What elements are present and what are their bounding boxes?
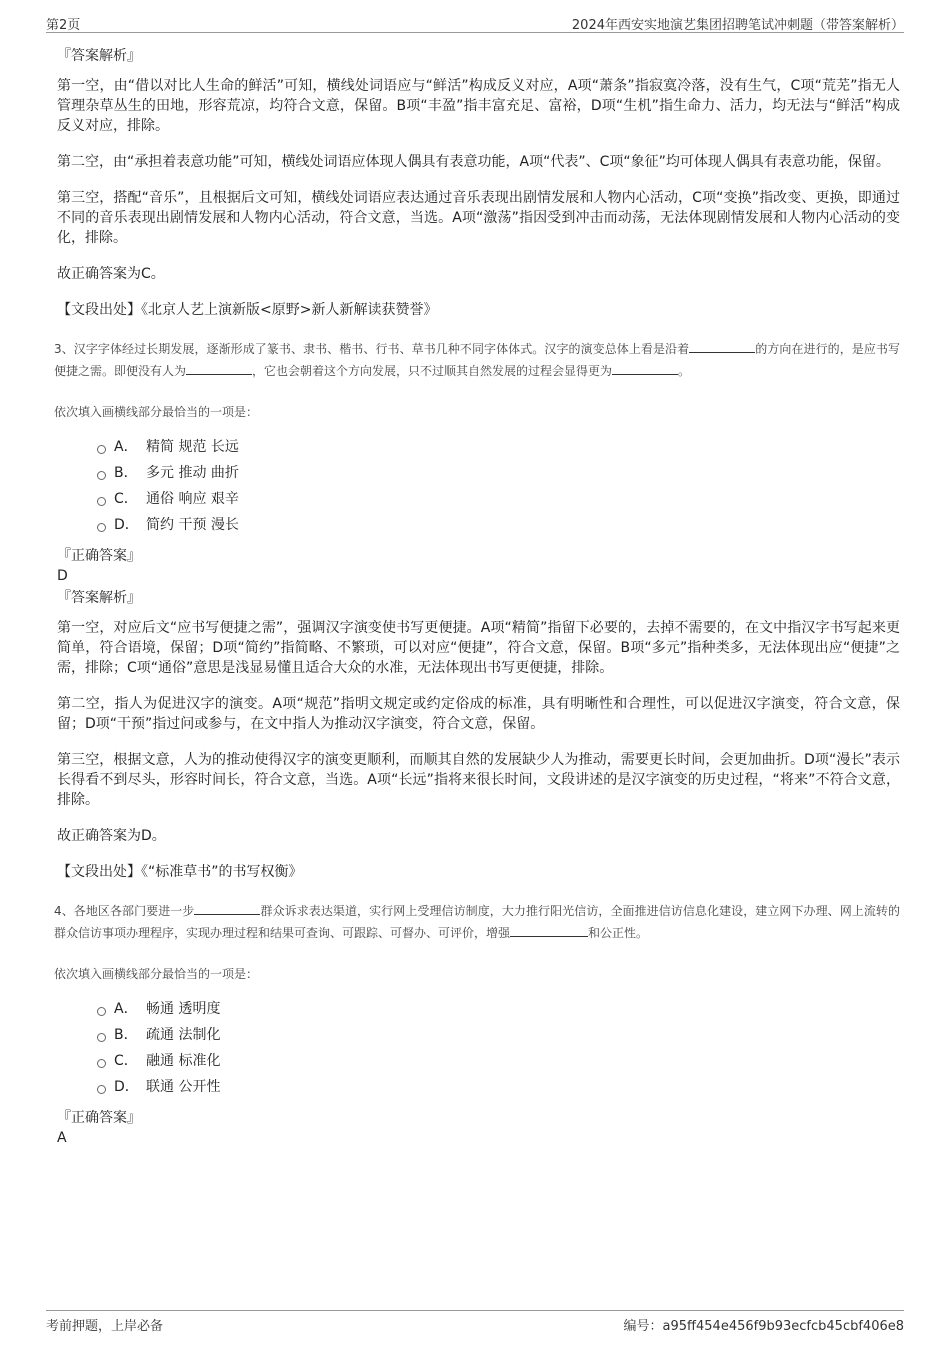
document-id: 编号：a95ff454e456f9b93ecfcb45cbf406e8 <box>623 1319 904 1334</box>
option-letter: A． <box>114 439 138 455</box>
q3-analysis-label: 『答案解析』 <box>57 590 141 606</box>
q4-stem-text: 群众诉求表达渠道，实行网上受理信访制度，大力推行阳光信访，全面推进信访信息化建设，建立网下办理、网上流转的群众信访事项办理程序，实现办理过程和结果可查询、可跟踪、可督办、可评价，增强 <box>54 904 900 940</box>
q4-answer-label: 『正确答案』 <box>57 1110 141 1126</box>
q4-blank-2 <box>510 922 588 937</box>
q4-stem-text: 4、各地区各部门要进一步 <box>54 904 195 918</box>
q3-stem <box>54 338 900 382</box>
q4-prompt: 依次填入画横线部分最恰当的一项是： <box>54 967 259 981</box>
radio-icon[interactable] <box>97 471 106 480</box>
radio-icon[interactable] <box>97 1033 106 1042</box>
q4-option-b[interactable] <box>97 1022 900 1048</box>
q4-answer: A <box>57 1130 67 1146</box>
q3-option-d[interactable] <box>97 512 900 538</box>
page-header <box>46 12 904 33</box>
q3-answer: D <box>57 568 68 584</box>
radio-icon[interactable] <box>97 1007 106 1016</box>
option-text: 简约 干预 漫长 <box>146 517 239 533</box>
option-letter: D． <box>114 517 139 533</box>
option-letter: B． <box>114 465 138 481</box>
radio-icon[interactable] <box>97 1059 106 1068</box>
q4-stem-text: 和公正性。 <box>588 926 649 940</box>
q3-analysis-para: 第一空，对应后文“应书写便捷之需”，强调汉字演变使书写更便捷。A项“精简”指留下必要的，去掉不需要的，在文中指汉字书写起来更简单，符合语境，保留；D项“简约”指简略、不繁琐，可以对应“便捷”，符合文意，保留。B项“多元”指种类多，无法体现出应“便捷”之需，排除；C项“通俗”意思是浅显易懂且适合大众的水准，无法体现出书写更便捷，排除。 <box>57 620 900 676</box>
page-number: 第2页 <box>46 18 81 33</box>
q3-stem-text: 。 <box>678 364 691 378</box>
option-letter: C． <box>114 491 138 507</box>
page-content <box>54 40 900 1148</box>
q4-options <box>97 996 900 1100</box>
option-text: 联通 公开性 <box>146 1079 221 1095</box>
q4-option-a[interactable] <box>97 996 900 1022</box>
option-text: 畅通 透明度 <box>146 1001 221 1017</box>
q2-analysis-para: 第一空，由“借以对比人生命的鲜活”可知，横线处词语应与“鲜活”构成反义对应，A项“萧条”指寂寞冷落，没有生气，C项“荒芜”指无人管理杂草丛生的田地，形容荒凉，均符合文意，保留。B项“丰盈”指丰富充足、富裕，D项“生机”指生命力、活力，均无法与“鲜活”构成反义对应，排除。 <box>57 78 900 134</box>
option-text: 精简 规范 长远 <box>146 439 239 455</box>
option-letter: D． <box>114 1079 139 1095</box>
option-text: 通俗 响应 艰辛 <box>146 491 239 507</box>
option-text: 疏通 法制化 <box>146 1027 221 1043</box>
option-letter: A． <box>114 1001 138 1017</box>
q2-analysis-conclusion: 故正确答案为C。 <box>57 266 165 282</box>
q3-blank-2 <box>186 360 252 375</box>
q4-option-d[interactable] <box>97 1074 900 1100</box>
q4-option-c[interactable] <box>97 1048 900 1074</box>
q2-analysis-para: 第三空，搭配“音乐”，且根据后文可知，横线处词语应表达通过音乐表现出剧情发展和人物内心活动，C项“变换”指改变、更换，即通过不同的音乐表现出剧情发展和人物内心活动，符合文意，当选。A项“激荡”指因受到冲击而动荡，无法体现剧情发展和人物内心活动的变化，排除。 <box>57 190 900 246</box>
q2-source: 【文段出处】《北京人艺上演新版<原野>新人新解读获赞誉》 <box>57 302 438 318</box>
option-text: 多元 推动 曲折 <box>146 465 239 481</box>
q3-answer-label: 『正确答案』 <box>57 548 141 564</box>
radio-icon[interactable] <box>97 1085 106 1094</box>
q3-stem-text: ，它也会朝着这个方向发展，只不过顺其自然发展的过程会显得更为 <box>252 364 613 378</box>
q3-stem-text: 3、汉字字体经过长期发展，逐渐形成了篆书、隶书、楷书、行书、草书几种不同字体体式。汉字的演变总体上看是沿着 <box>54 342 690 356</box>
q2-analysis-para: 第二空，由“承担着表意功能”可知，横线处词语应体现人偶具有表意功能，A项“代表”、C项“象征”均可体现人偶具有表意功能，保留。 <box>57 154 890 170</box>
q4-stem <box>54 900 900 944</box>
radio-icon[interactable] <box>97 523 106 532</box>
option-letter: B． <box>114 1027 138 1043</box>
radio-icon[interactable] <box>97 445 106 454</box>
option-letter: C． <box>114 1053 138 1069</box>
radio-icon[interactable] <box>97 497 106 506</box>
q4-blank-1 <box>194 900 260 915</box>
q3-source: 【文段出处】《“标准草书”的书写权衡》 <box>57 864 303 880</box>
q3-analysis-para: 第二空，指人为促进汉字的演变。A项“规范”指明文规定或约定俗成的标准，具有明晰性和合理性，可以促进汉字演变，符合文意，保留；D项“干预”指过问或参与，在文中指人为推动汉字演变，符合文意，保留。 <box>57 696 900 732</box>
option-text: 融通 标准化 <box>146 1053 221 1069</box>
q3-prompt: 依次填入画横线部分最恰当的一项是： <box>54 405 259 419</box>
q3-blank-1 <box>689 338 755 353</box>
q3-analysis-conclusion: 故正确答案为D。 <box>57 828 166 844</box>
document-title: 2024年西安实地演艺集团招聘笔试冲刺题（带答案解析） <box>571 18 904 33</box>
footer-slogan: 考前押题，上岸必备 <box>46 1319 164 1334</box>
page-footer <box>46 1310 904 1335</box>
q3-stem-text: 的方向在进行的，是应书写便捷之需。即便没有人为 <box>54 342 900 378</box>
q3-analysis-para: 第三空，根据文意，人为的推动使得汉字的演变更顺利，而顺其自然的发展缺少人为推动，需要更长时间，会更加曲折。D项“漫长”表示长得看不到尽头，形容时间长，符合文意，当选。A项“长远”指将来很长时间，文段讲述的是汉字演变的历史过程，“将来”不符合文意，排除。 <box>57 752 900 808</box>
q3-option-b[interactable] <box>97 460 900 486</box>
q3-blank-3 <box>612 360 678 375</box>
q2-analysis-label: 『答案解析』 <box>57 48 141 64</box>
q3-option-a[interactable] <box>97 434 900 460</box>
q3-options <box>97 434 900 538</box>
q3-option-c[interactable] <box>97 486 900 512</box>
